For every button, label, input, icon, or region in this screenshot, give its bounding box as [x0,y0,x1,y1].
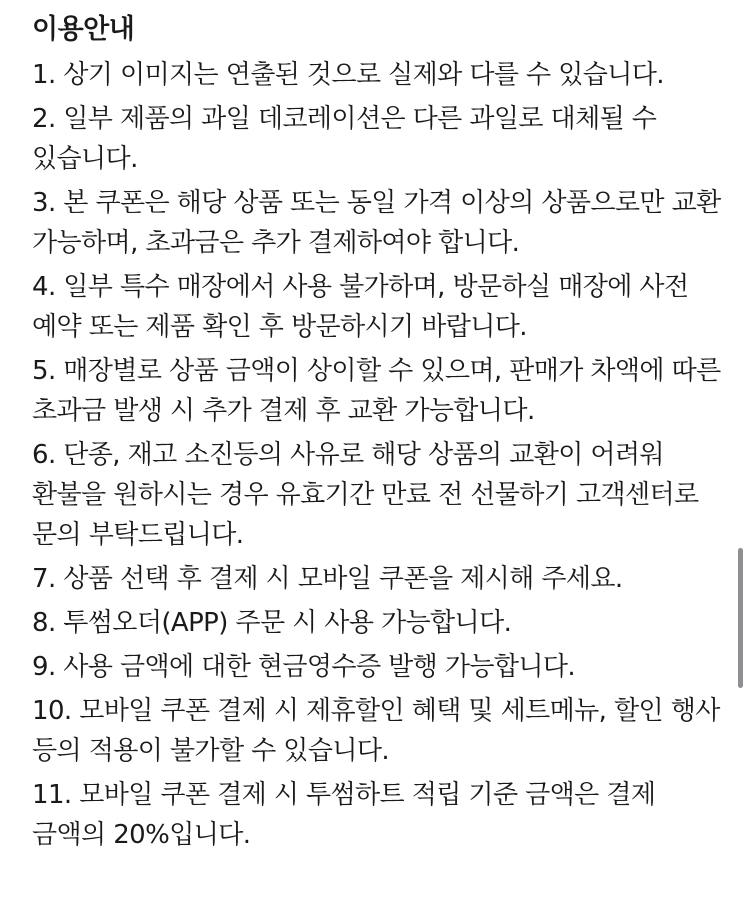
guide-title: 이용안내 [32,14,135,45]
guide-item-3: 3. 본 쿠폰은 해당 상품 또는 동일 가격 이상의 상품으로만 교환 가능하며, 초과금은 추가 결제하여야 합니다. [32,188,721,258]
guide-item-2: 2. 일부 제품의 과일 데코레이션은 다른 과일로 대체될 수 있습니다. [32,104,657,174]
guide-item-5: 5. 매장별로 상품 금액이 상이할 수 있으며, 판매가 차액에 따른 초과금 발생 시 추가 결제 후 교환 가능합니다. [32,356,721,426]
guide-item-1: 1. 상기 이미지는 연출된 것으로 실제와 다를 수 있습니다. [32,60,664,90]
guide-item-4: 4. 일부 특수 매장에서 사용 불가하며, 방문하실 매장에 사전 예약 또는 제품 확인 후 방문하시기 바랍니다. [32,272,689,342]
guide-item-9: 9. 사용 금액에 대한 현금영수증 발행 가능합니다. [32,652,576,682]
guide-item-11: 11. 모바일 쿠폰 결제 시 투썸하트 적립 기준 금액은 결제 금액의 20%입니다. [32,780,656,850]
guide-item-7: 7. 상품 선택 후 결제 시 모바일 쿠폰을 제시해 주세요. [32,564,623,594]
usage-guide [32,10,722,859]
scrollbar[interactable] [738,548,743,688]
guide-item-10: 10. 모바일 쿠폰 결제 시 제휴할인 혜택 및 세트메뉴, 할인 행사 등의 적용이 불가할 수 있습니다. [32,696,720,766]
guide-item-8: 8. 투썸오더(APP) 주문 시 사용 가능합니다. [32,608,512,638]
guide-item-6: 6. 단종, 재고 소진등의 사유로 해당 상품의 교환이 어려워 환불을 원하시는 경우 유효기간 만료 전 선물하기 고객센터로 문의 부탁드립니다. [32,440,699,550]
guide-list [32,55,722,855]
